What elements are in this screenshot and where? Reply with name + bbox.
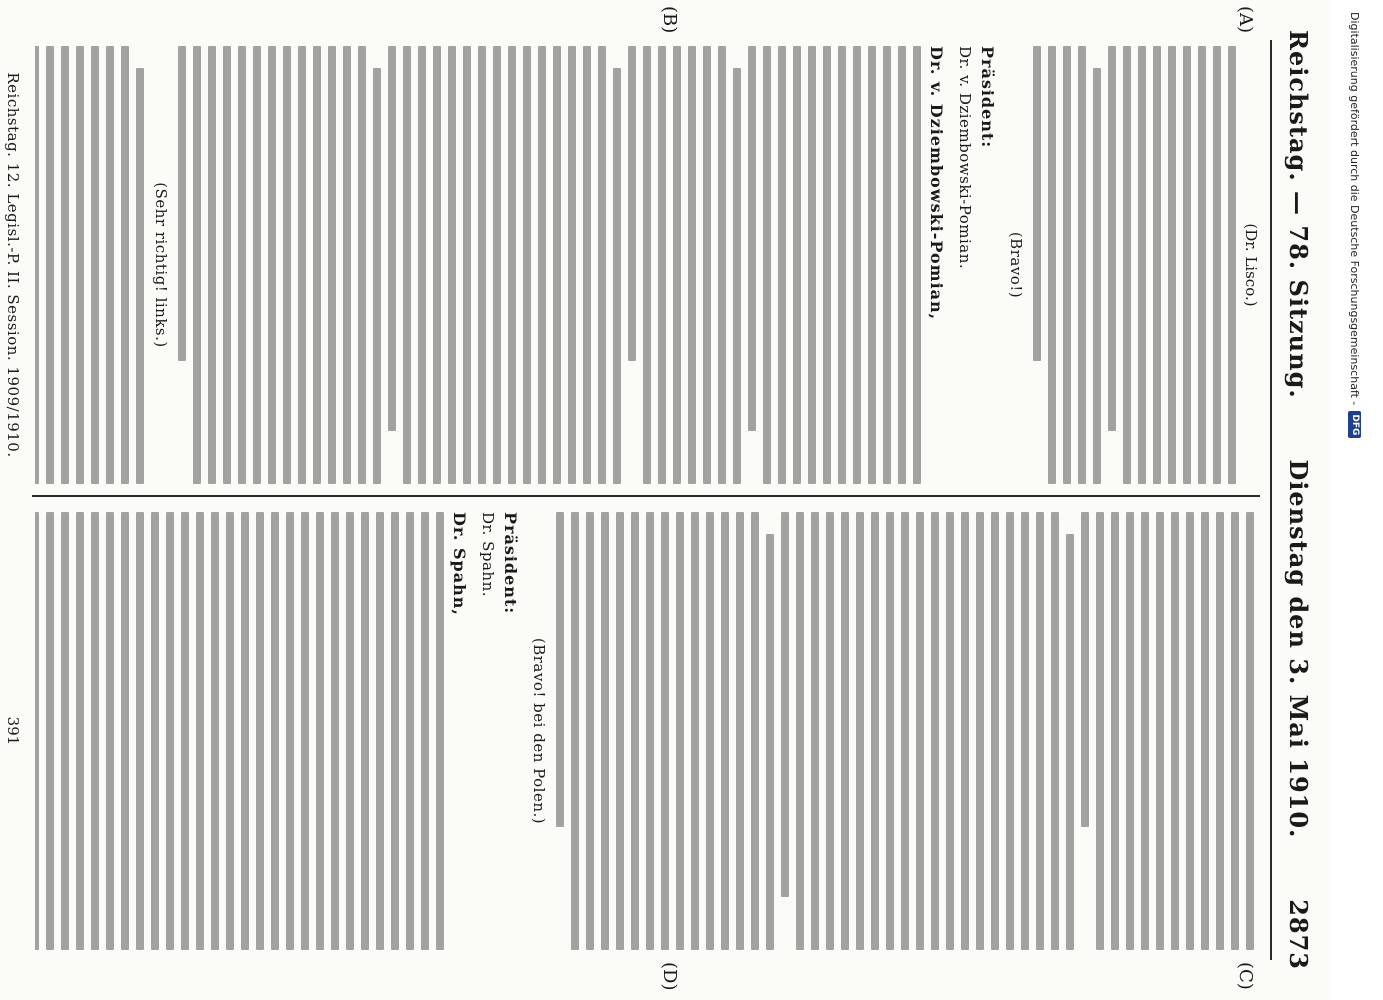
- right-text-column: [35, 512, 1260, 950]
- column-divider: [32, 495, 1260, 497]
- margin-letter-b: (B): [659, 6, 680, 34]
- left-text-column: [35, 46, 1260, 484]
- paragraph: [178, 46, 381, 484]
- footer-journal: Reichstag. 12. Legisl.-P. II. Session. 1909/1910.: [4, 72, 22, 458]
- running-header: [1276, 30, 1322, 970]
- margin-letter-c: (C): [1235, 962, 1256, 990]
- credit-text: Digitalisierung gefördert durch die Deutsche Forschungsgemeinschaft -: [1348, 12, 1362, 406]
- paragraph: [35, 46, 144, 484]
- running-header-date: Dienstag den 3. Mai 1910.: [1284, 459, 1314, 839]
- paragraph: [1108, 46, 1236, 484]
- paragraph: [388, 46, 621, 484]
- paragraph: [781, 512, 1074, 950]
- speaker-called: Dr. Spahn.: [479, 512, 497, 597]
- speaker-heading-president: Präsident:: [978, 46, 997, 149]
- interjection-polen: (Bravo! bei den Polen.): [530, 637, 548, 825]
- speaker-heading: Dr. v. Dziembowski-Pomian,: [927, 46, 946, 321]
- interjection-bravo: (Bravo!): [1007, 231, 1025, 299]
- speaker-heading: Dr. Spahn,: [450, 512, 469, 616]
- page-footer: [4, 46, 22, 484]
- column-top-note: (Dr. Lisco.): [1242, 223, 1260, 307]
- paragraph: [628, 46, 741, 484]
- digitization-credit: [1347, 12, 1363, 972]
- paragraph: [1081, 512, 1254, 950]
- sheet-number: 391: [4, 716, 22, 746]
- speaker-heading-president: Präsident:: [501, 512, 520, 615]
- paragraph: [1033, 46, 1101, 484]
- paragraph: [35, 512, 444, 950]
- margin-letter-d: (D): [659, 962, 680, 991]
- paragraph: [556, 512, 774, 950]
- dfg-logo: DFG: [1349, 411, 1362, 438]
- interjection-links: (Sehr richtig! links.): [152, 182, 170, 348]
- margin-letter-a: (A): [1235, 6, 1256, 34]
- paragraph: [748, 46, 921, 484]
- running-header-left: Reichstag. — 78. Sitzung.: [1284, 30, 1314, 399]
- page-number-top: 2873: [1284, 899, 1314, 970]
- speaker-called: Dr. v. Dziembowski-Pomian.: [956, 46, 974, 270]
- header-rule: [1270, 40, 1272, 960]
